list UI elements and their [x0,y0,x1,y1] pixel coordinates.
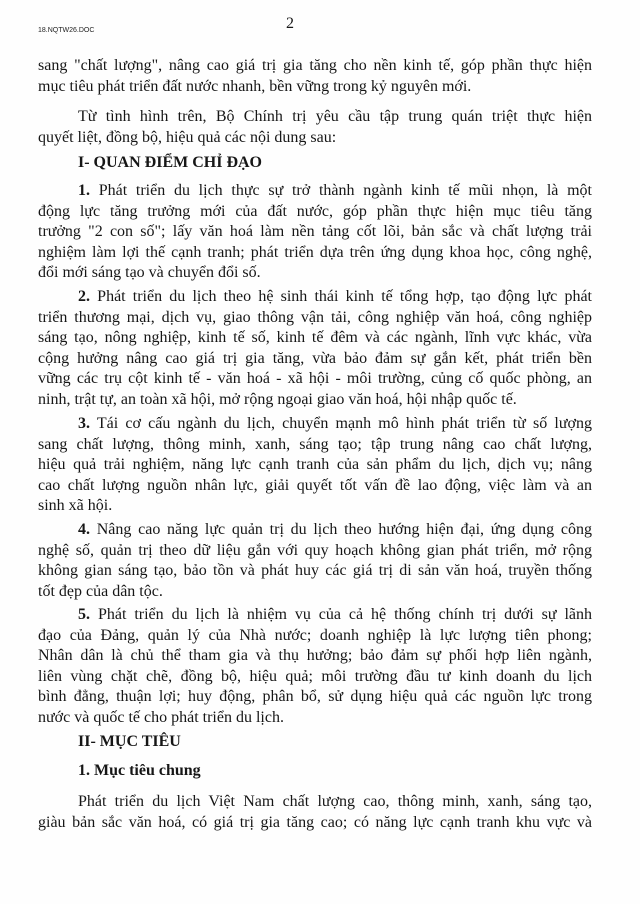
text-line: quyết liệt, đồng bộ, hiệu quả các nội dung sau: [38,128,337,146]
text-line: nước và quốc tế cho phát triển du lịch. [38,708,284,726]
politburo-request-paragraph [38,107,592,148]
text-line: triển thương mại, dịch vụ, giao thông vận tải, công nghiệp văn hoá, công nghiệp [38,308,592,326]
text-line: Phát triển du lịch Việt Nam chất lượng cao, thông minh, xanh, sáng tạo, [78,793,592,810]
text-line: sáng tạo, nông nghiệp, kinh tế số, kinh tế đêm và các ngành, lĩnh vực khác, vừa [38,329,592,347]
text-line: sinh xã hội. [38,497,113,515]
text-line [38,520,592,541]
item-number: 1. [78,182,90,199]
text-line: động lực tăng trưởng mới của đất nước, góp phần thực hiện mục tiêu tăng [38,202,592,220]
text-line-content: Tái cơ cấu ngành du lịch, chuyển mạnh mô hình phát triển từ số lượng [96,415,592,432]
text-line [38,605,592,626]
text-line: liên vùng chặt chẽ, đồng bộ, hiệu quả; môi trường đầu tư kinh doanh du lịch [38,667,592,685]
text-line: ninh, trật tự, an toàn xã hội, mở rộng ngoại giao văn hoá, hội nhập quốc tế. [38,390,517,408]
text-line [38,181,592,202]
text-line-content: Phát triển du lịch theo hệ sinh thái kinh tế tổng hợp, tạo động lực phát [97,288,592,305]
text-line: trưởng "2 con số"; lấy văn hoá làm nền tảng cốt lõi, bản sắc và chất lượng trải [38,223,592,241]
section-heading-guiding-viewpoints [38,153,592,174]
viewpoint-item-2 [38,287,592,411]
item-number: 4. [78,521,90,538]
text-line [38,414,592,435]
text-line: nghiệm làm lợi thế cạnh tranh; phát triển dựa trên ứng dụng khoa học, công nghệ, [38,243,592,261]
text-line: mục tiêu phát triển đất nước nhanh, bền vững trong kỷ nguyên mới. [38,77,472,95]
text-line: nghệ số, quản trị theo dữ liệu gắn với quy hoạch không gian phát triển, mở rộng [38,541,592,559]
text-line-content: Phát triển du lịch là nhiệm vụ của cả hệ thống chính trị dưới sự lãnh [97,606,592,623]
text-line: bình đẳng, thuận lợi; huy động, phân bổ, sử dụng hiệu quả các nguồn lực trong [38,688,592,706]
text-line: sang chất lượng, thông minh, xanh, sáng tạo; tập trung nâng cao chất lượng, [38,435,592,453]
text-line: Nhân dân là chủ thể tham gia và thụ hưởng; bảo đảm sự phối hợp liên ngành, [38,647,592,665]
subheading-general-objective [38,761,592,782]
item-number: 3. [78,415,90,432]
subheading-text: 1. Mục tiêu chung [78,762,201,779]
text-line-content: Nâng cao năng lực quản trị du lịch theo hướng hiện đại, ứng dụng công [96,521,592,538]
text-line: cao chất lượng nguồn nhân lực, giải quyết tốt vấn đề lao động, việc làm và an [38,476,592,494]
text-line: hiệu quả trải nghiệm, năng lực cạnh tranh của sản phẩm du lịch, dịch vụ; nâng [38,456,592,474]
text-line: sang "chất lượng", nâng cao giá trị gia tăng cho nền kinh tế, góp phần thực hiện [38,57,592,74]
viewpoint-item-3 [38,414,592,517]
general-objective-paragraph [38,792,592,833]
text-line: không gian sáng tạo, bảo tồn và phát huy các giá trị di sản văn hoá, truyền thống [38,562,592,580]
document-file-name: 18.NQTW26.DOC [38,27,95,34]
text-line: giàu bản sắc văn hoá, có giá trị gia tăng cao; có năng lực cạnh tranh khu vực và [38,813,592,831]
item-number: 5. [78,606,90,623]
section-heading-objectives [38,732,592,753]
text-line [38,287,592,308]
text-line: Từ tình hình trên, Bộ Chính trị yêu cầu tập trung quán triệt thực hiện [78,108,592,125]
text-line: đổi mới sáng tạo và chuyển đổi số. [38,264,261,282]
section-heading-text: II- MỤC TIÊU [78,733,181,750]
intro-continuation-paragraph [38,56,592,97]
viewpoint-item-4 [38,520,592,602]
item-number: 2. [78,288,90,305]
viewpoint-item-1 [38,181,592,284]
text-line: vững các trụ cột kinh tế - văn hoá - xã hội - môi trường, củng cố quốc phòng, an [38,370,592,388]
text-line: cộng hưởng nâng cao giá trị gia tăng, vừa bảo đảm sự gắn kết, phát triển bền [38,349,592,367]
text-line-content: Phát triển du lịch thực sự trở thành ngành kinh tế mũi nhọn, là một [98,182,592,199]
page-number: 2 [286,15,294,32]
text-line: đạo của Đảng, quản lý của Nhà nước; doanh nghiệp là lực lượng tiên phong; [38,626,592,644]
text-line: tốt đẹp của dân tộc. [38,582,163,600]
section-heading-text: I- QUAN ĐIỂM CHỈ ĐẠO [78,154,262,171]
viewpoint-item-5 [38,605,592,729]
